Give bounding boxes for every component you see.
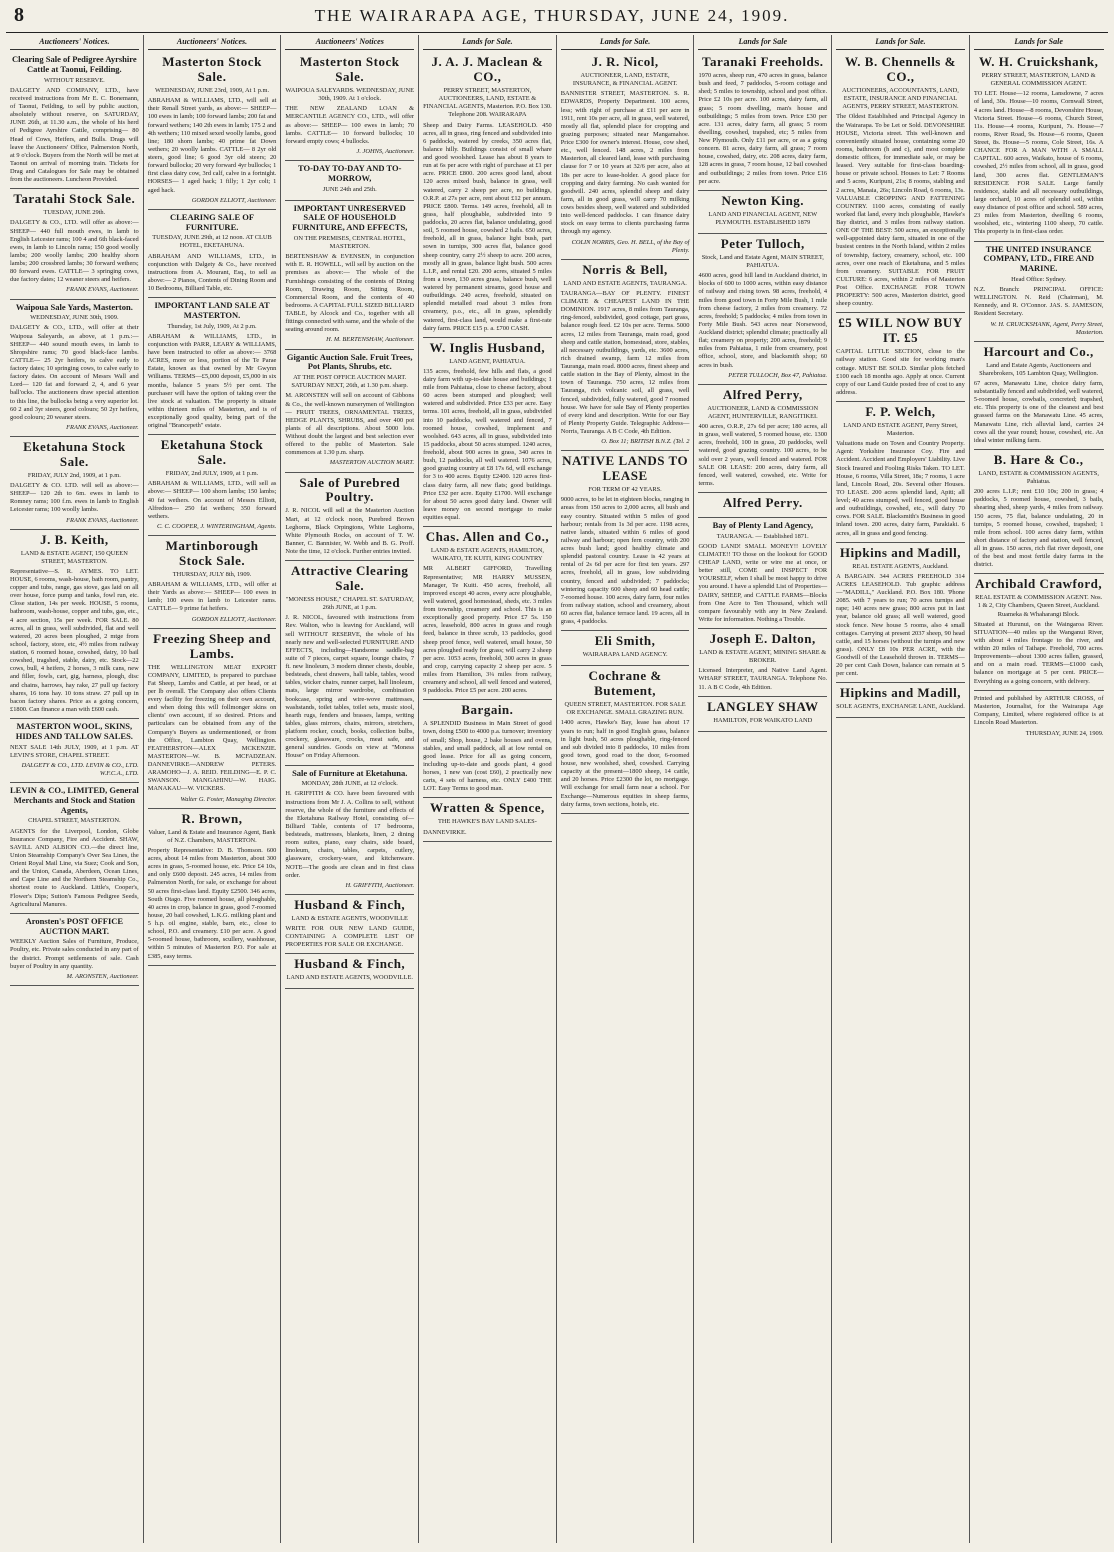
- ad-subtitle: CHAPEL STREET, MASTERTON.: [28, 817, 121, 825]
- column-6: [694, 35, 832, 1543]
- ad-body: A SPLENDID Business in Main Street of good town, doing £500 to 4000 p.a. turnover; inventory of small; Shop, house, 2 bake houses and ovens, stables, and small paddock, all at low rental on good lease. Price for all as going concern, including up-to-date and goods plant, 4 good horses, 1 new van (cost £60), 2 practically new carts, 4 sets of harness, etc. ONLY £400 THE LOT. Easy Terms to good man.: [423, 720, 552, 793]
- ad-title: R. Brown,: [181, 810, 243, 826]
- ad-body: WEEKLY Auction Sales of Furniture, Produce, Poultry, etc. Private sales conducted in any part of the district. Prompt settlements of sale. Cash buyer of Poultry in any quantity.: [10, 938, 139, 970]
- ad-title: W. B. Chennells & CO.,: [844, 54, 956, 85]
- advertisement: [285, 766, 414, 895]
- ad-subtitle: LAND AGENT, PAHIATUA.: [449, 357, 526, 365]
- ad-subtitle: AT THE POST OFFICE AUCTION MART. SATURDAY NEXT, 26th, at 1.30 p.m. sharp.: [291, 374, 408, 390]
- ad-title: Husband & Finch,: [294, 896, 406, 912]
- column-5: [557, 35, 695, 1543]
- column-heading: Auctioneers' Notices.: [148, 35, 277, 50]
- column-8: [970, 35, 1108, 1543]
- advertisement: [561, 631, 690, 666]
- ad-subtitle: TUESDAY, JUNE 29th, at 12 noon. AT CLUB HOTEL, EKETAHUNA.: [152, 234, 272, 250]
- ad-title: Eketahuna Stock Sale.: [160, 437, 264, 468]
- ad-signature: C. C. COOPER, J. WINTERINGHAM, Agents.: [157, 522, 277, 530]
- ad-signature: Walter G. Foster, Managing Director.: [180, 795, 277, 803]
- ad-signature: COLIN NORRIS, Geo. H. BELL, of the Bay of Plenty.: [571, 238, 690, 254]
- ad-title: Hipkins and Madill,: [839, 544, 962, 560]
- ad-signature: O. Box 11; BRITISH B.N.Z. (Tel. 2: [601, 438, 690, 446]
- ad-subtitle: Head Office: Sydney.: [1011, 275, 1067, 283]
- advertisement: [836, 683, 965, 718]
- ad-body: N.Z. Branch: PRINCIPAL OFFICE: WELLINGTON. N. Reid (Chairman), M. Kennedy, and R. O'Connor. JAS. S. JAMESON, Resident Secretary.: [973, 286, 1104, 318]
- ad-subtitle: LAND AND FINANCIAL AGENT, NEW PLYMOUTH. ESTABLISHED 1879: [708, 210, 818, 226]
- ad-subtitle: Stock, Land and Estate Agent, MAIN STREET, PAHIATUA.: [701, 253, 824, 270]
- column-heading: Lands for Sale: [974, 35, 1104, 50]
- ad-title: Eketahuna Stock Sale.: [23, 439, 126, 469]
- ad-title: TO-DAY TO-DAY AND TO-MORROW,: [297, 163, 402, 183]
- ad-title: J. A. J. Maclean & CO.,: [431, 54, 544, 85]
- column-7: [832, 35, 970, 1543]
- ad-subtitle: LAND & ESTATE AGENTS, HAMILTON, WAIKATO, TE KUITI, KING COUNTRY: [430, 547, 544, 563]
- ad-title: Sale of Furniture at Eketahuna.: [292, 767, 408, 778]
- ad-subtitle: AUCTIONEERS, ACCOUNTANTS, LAND, ESTATE, INSURANCE AND FINANCIAL AGENTS, PERRY STREET, MASTERTON.: [842, 87, 959, 111]
- advertisement: [698, 234, 827, 385]
- ad-body: CAPITAL LITTLE SECTION, close to the railway station. Good site for working man's cottage. MUST BE SOLD. Similar plots fetched £100 each 18 months ago. Apply at once. Current copy of our Land Guide posted free of cost to any address.: [836, 348, 965, 396]
- advertisement: [698, 629, 827, 697]
- ad-title: LANGLEY SHAW: [707, 698, 819, 714]
- advertisement: [561, 666, 690, 814]
- ad-title: IMPORTANT UNRESERVED SALE OF HOUSEHOLD FURNITURE, AND EFFECTS,: [292, 202, 408, 233]
- advertisement: [10, 719, 139, 783]
- ad-signature: FRANK EVANS, Auctioneer.: [66, 423, 139, 431]
- advertisement: [148, 435, 277, 536]
- advertisement: [561, 451, 690, 631]
- ad-body: DALGETY & CO., LTD., will offer at their Waipoua Saleyards, as above, at 1 p.m.:— SHEEP— 440 sound mouth ewes, in lamb to Shropshire rams; 70 good black-face lambs. CATTLE— 25 2yr heifers, to calve early to factory dates; 10 springing cows, to calve early to factory dates. On account of Messrs Wall and Lord— 120 fat and forward 2, 4, and 6 year ball'ocks. The auctioneers draw special attention to this line, the bullocks being a very superior lot. 60 2 and 3yr steers, good colours; 50 2yr heifers, good colours; 20 weaner steers.: [10, 324, 139, 421]
- advertisement: [285, 954, 414, 989]
- ad-title: Attractive Clearing Sale.: [291, 563, 409, 594]
- ad-title: NATIVE LANDS TO LEASE: [562, 453, 689, 484]
- advertisement: [974, 52, 1104, 241]
- ad-title: Freezing Sheep and Lambs.: [153, 630, 271, 661]
- ad-body: ABRAHAM & WILLIAMS, LTD., in conjunction with PARR, LEARY & WILLIAMS, have been instructed to offer as above:— 3768 ACRES, more or less, portion of the Te Parae Estate, known as that owned by Mr Gwynn Williams. TERMS—£5,000 deposit, £5,000 in six months, balance 5 years 5½ per cent. The purchaser will have the option of taking over the live stock at valuation. The property is situate within thirteen miles of Masterton, and is of exceptionally good quality, being part of the original "Brancepeth" estate.: [147, 332, 277, 430]
- advertisement: [423, 52, 552, 338]
- advertisement: [10, 437, 139, 530]
- column-heading: Lands for Sale: [698, 35, 827, 50]
- advertisement: [10, 530, 139, 719]
- ad-subtitle: LAND AND ESTATE AGENTS, WOODVILLE.: [286, 974, 413, 982]
- ad-title: IMPORTANT LAND SALE AT MASTERTON.: [154, 300, 270, 320]
- column-2: [144, 35, 282, 1543]
- column-heading: Auctioneers' Notices: [285, 35, 414, 50]
- ad-body: THE WELLINGTON MEAT EXPORT COMPANY, LIMITED, is prepared to purchase Fat Sheep, Lambs and Cattle, at per head, or at per lb overall. The Company also offers Clients every facility for freezing on their own account, and when doing this will follmonger skins on clients' own account, if so desired. Prices and particulars can be obtained from any of the Company's Buyers as undermentioned, or from the Office, Lambton Quay, Wellington. FEATHERSTON—ALEX MCKENZIE. MASTERTON—W. B. MCFADZEAN. DANNEVIRKE—ANDREW PETERS. ARAMOHO—J. A. REID. FEILDING—E. P. C. SWANSON. MANGAHINU—W. HAIG. MANAKAU—W. VICKERS.: [147, 663, 277, 793]
- ad-body: ABRAHAM & WILLIAMS, LTD., will sell at their Renall Street yards, as above:— SHEEP— 100 ewes in lamb; 100 forward lambs; 200 fat and forward wethers; 140 2th ewes in lamb; 175 2 and 4th wethers; 110 mixed sexed woolly lambs, good line; 180 shorn lambs; 40 prime fat Down wethers; 20 woolly lambs. CATTLE— 8 2yr old steers, good line; 6 good 3yr old steers; 20 forward bullocks; 20 very forward 4yr bullocks; 1 first class dairy cow, 3rd calf, calve in a fortnight. HORSES— 1 aged hack; 1 filly; 1 2yr colt; 1 aged hack.: [147, 97, 277, 194]
- ad-title: Aronsten's POST OFFICE AUCTION MART.: [25, 915, 124, 936]
- advertisement: [10, 189, 139, 299]
- ad-title: Gigantic Auction Sale. Fruit Trees, Pot Plants, Shrubs, etc.: [286, 351, 413, 372]
- ad-body: M. ARONSTEN will sell on account of Gibbons & Co., the well-known nurserymen of Wellington— FRUIT TREES, ORNAMENTAL TREES, HEDGE PLANTS, SHRUBS, and over 400 pot plants of all descriptions. About 5000 lots. Without doubt the largest and best selection ever offered to the public of Masterton. Sale commences at 1.30 p.m. sharp.: [285, 392, 415, 457]
- ad-title: Norris & Bell,: [582, 261, 668, 277]
- ad-title: Joseph E. Dalton,: [709, 631, 816, 647]
- ad-subtitle: FOR TERM OF 42 YEARS.: [588, 486, 662, 494]
- ad-subtitle: TAURANGA. — Established 1871.: [716, 532, 809, 540]
- ad-title: Chas. Allen and Co.,: [425, 529, 550, 545]
- ad-title: £5 WILL NOW BUY IT. £5: [838, 315, 963, 346]
- ad-title: F. P. Welch,: [865, 404, 936, 420]
- ad-subtitle: TUESDAY, JUNE 29th.: [43, 209, 106, 217]
- ad-body: 67 acres, Manawatu Line, choice dairy farm, substantially fenced and subdivided, well watered, 5-roomed house, cowbails, concreted; trapshed, etc. This property is one of the cleanest and best grassed farms on the Manawatu Line. 45 acres, Manawatu Line, rich alluvial land, carries 24 cows all the year round; house, cowshed, etc. An ideal winter milking farm.: [973, 379, 1104, 444]
- advertisement: [423, 338, 552, 527]
- ad-signature: M. ARONSTEN, Auctioneer.: [66, 972, 139, 980]
- advertisement: [561, 52, 690, 260]
- ad-subtitle: MONDAY, 28th JUNE, at 12 o'clock.: [301, 780, 398, 788]
- advertisement: [561, 260, 690, 451]
- advertisement: [148, 809, 277, 966]
- ad-body: The Oldest Established and Principal Agency in the Wairarapa. To be Let or Sold. DEVONSHIRE HOUSE, Victoria street. This well-known and conveniently situated house, containing some 20 rooms, bathroom (h and c), and most complete domestic offices, for immediate sale, or may be leased. Very suitable for first-class boarding-house or private school. Houses to Let: 7 Rooms and 5 acres, Kuripuni, 21s; 8 rooms, stabling and 2 acres, Manaia, 26s; Lincoln Road, 6 rooms, 13s. VALUABLE CROPPING AND FATTENING COUNTRY. 1100 acres, consisting of easily worked flat land, every inch ploughable, Hawke's Bay district, and 3 miles from railway station. ONE OF THE BEST: 500 acres, an exceptionally well-appointed dairy farm, situated in one of the busiest centres in the North Island, within 2 miles of township, factory, creamery, school, etc. 100 acres, over one reach of Eketahuna, and 5 miles from creamery. SUITABLE FOR FRUIT CULTURE: 6 acres, within 2 miles of Masterton Post Office. EXCHANGE FOR TOWN PROPERTY: 500 acres, Masterton district, good sheep country.: [836, 113, 965, 308]
- ad-subtitle: PERRY STREET, MASTERTON, AUCTIONEERS, LAND, ESTATE & FINANCIAL AGENTS, Masterton. P.O. Box 130. Telephone 208. WAIRARAPA: [423, 87, 552, 119]
- advertisement: [285, 161, 414, 201]
- ad-subtitle: WITHOUT RESERVE.: [43, 76, 105, 84]
- ad-body: AGENTS for the Liverpool, London, Globe Insurance Company, Fire and Accident. SHAW, SAVILL AND ALBION CO.—the direct line, Union Steamship Company's Over Sea Lines, the Orient Royal Mail Line, via Suez; Cook and Son, and the Union, Canada, Aberdeen, Ocean Lines, and Cape Line and the Northern Steamship Co., shortest route to Auckland. Little's, Cooper's, Flower's Dips; Sutton's Famous Pedigree Seeds, Agricultural Manures.: [10, 827, 139, 908]
- ad-body: 200 acres L.I.P.; rent £10 10s; 200 in grass; 4 paddocks, 5 roomed house, cowshed, 3 bails, shearing shed, sheep yards, 4 miles from railway. 150 acres, 75 flat, balance undulating, 20 in turnips, 5 roomed house, cowshed, trapshed; 1 mile from school. 100 acres dairy farm, within short distance of factory and station, well fenced, all in grass. 150 acres, rich flat river deposit, one of the best and most fertile dairy farms in the district.: [973, 488, 1104, 569]
- ad-body: 400 acres, O.R.P., 27s 6d per acre; 180 acres, all in grass, well watered, 5 roomed house, etc. 1300 acres, freehold, 100 in grass, 20 paddocks, well watered, good grazing country. 100 acres, to be sold over 2 years, well fenced and watered. FOR SALE OR LEASE: 200 acres, dairy farm, all fenced, well watered, cowshed, etc. Write for terms.: [698, 423, 828, 487]
- ad-signature: W. H. CRUICKSHANK, Agent, Perry Street, Masterton.: [990, 320, 1104, 336]
- ad-title: CLEARING SALE OF FURNITURE.: [169, 211, 255, 232]
- advertisement: [285, 895, 414, 954]
- ad-subtitle: AUCTIONEER, LAND & COMMISSION AGENT, HUNTERVILLE, RANGITIKEI.: [707, 404, 819, 420]
- ad-title: Newton King.: [721, 192, 805, 208]
- ad-title: J. B. Keith,: [40, 531, 109, 547]
- advertisement: [10, 52, 139, 189]
- ad-subtitle: Valuer, Land & Estate and Insurance Agent, Bank of N.Z. Chambers, MASTERTON.: [148, 828, 276, 844]
- advertisement: [285, 201, 414, 350]
- column-1: [6, 35, 144, 1543]
- ad-body: ABRAHAM & WILLIAMS, LTD., will sell as above:— SHEEP— 100 shorn lambs; 150 lambs; 40 fat wethers. On account of Messrs Elliott, Alfredton— 250 fat wethers; 350 forward wethers.: [147, 480, 277, 520]
- ad-title: Sale of Purebred Poultry.: [299, 474, 401, 505]
- ad-subtitle: FRIDAY, JULY 2nd, 1909, at 1 p.m.: [27, 471, 121, 479]
- column-heading: Auctioneers' Notices.: [10, 35, 139, 50]
- ad-body: 135 acres, freehold, few hills and flats, a good dairy farm with up-to-date house and buildings; 1 mile from Pahiatua, close to cheese factory, about 60 acres been stumped and ploughed; well watered and subdivided. Price £33 per acre. Easy terms. 101 acres, freehold, all in grass, subdivided into 10 paddocks, well watered and fenced, 7 roomed house, cowshed, implement and woolshed. 643 acres, all in grass, subdivided into 15 paddocks, about 50 acres stumped. 1240 acres, freehold, about 900 acres in grass, 340 acres in bush, 12 paddocks, all well watered. 1076 acres, good grazing country at £8 17s 6d, will exchange for 3 to 400 acres. Equity £2400. 120 acres first-class dairy farm, all new flats; good buildings. Price £32 per acre. Equity £1700. Will exchange for about 50 acres good dairy land. Owner will leave money on second mortgage to make equities equal.: [423, 367, 552, 522]
- ad-subtitle: AUCTIONEER, LAND, ESTATE, INSURANCE, & FINANCIAL AGENT.: [572, 72, 678, 88]
- imprint-text: Printed and published by ARTHUR CROSS, of Masterton, Journalist, for the Wairarapa Age Company, Limited, where registered office is at Lincoln Road Masterton.: [973, 694, 1104, 727]
- ad-body: WRITE FOR OUR NEW LAND GUIDE, CONTAINING A COMPLETE LIST OF PROPERTIES FOR SALE OR EXCHANGE.: [285, 924, 415, 949]
- advertisement: [698, 191, 827, 234]
- ad-body: 1400 acres, Hawke's Bay, lease has about 17 years to run; half in good English grass, balance in light bush, 50 acres ploughable, ring-fenced and sub divided into 8 paddocks, 10 miles from good town, good road to the door, 6-roomed house, new woolshed, shed, cowshed. Carrying capacity at the present—1800 sheep, 14 cattle, and 20 horses. Price £2300 the lot, no mortgage. Will exchange for small farm near a school. For Exchange—Numerous equities in sheep farms, dairy farms, town sections, hotels, etc.: [560, 719, 690, 808]
- ad-body: 1970 acres, sheep run, 470 acres in grass, balance bush and feed, 7 paddocks, 5-room cottage and shed; 5 miles to township, school and post office. Price £2 10s per acre. 100 acres, dairy farm, all grass; 5 room dwelling, man's house and outbuildings; 5 miles from town. Price £30 per acre. 131 acres, dairy farm, all grass; 5 room dwelling, cowshed, trapshed, etc; 5 miles from New Plymouth. Only £11 per acre, or as a going concern. 81 acres, dairy farm, all grass; 7 room house, cowshed, dairy, etc. 208 acres, dairy farm, 128 acres in grass, 7 room house, 12 bail cowshed and outbuildings; 2 miles from town. Price £16 per acre.: [698, 72, 828, 185]
- advertisement: [285, 52, 414, 161]
- printer-imprint: [974, 691, 1104, 739]
- ad-subtitle: LAND & ESTATE AGENTS, WOODVILLE: [291, 914, 408, 922]
- advertisement: [423, 798, 552, 841]
- advertisement: [148, 536, 277, 629]
- advertisement: [698, 52, 827, 191]
- ad-body: DALGETY & CO. LTD. will sell as above:— SHEEP— 120 2th to 6m. ewes in lamb to Romney rams; 100 f.m. ewes in lamb to English Leicester rams; 100 woolly lambs.: [10, 482, 139, 514]
- ad-body: DALGETY & CO., LTD. will offer as above:— SHEEP— 440 full mouth ewes, in lamb to English Leicester rams; 100 4 and 6th black-faced ewes, in lamb to Lincoln rams; 150 good woolly lambs; 200 woolly lambs; 200 healthy shorn lambs; 200 crossbred lambs; 30 forward wethers; 80 forward ewes. CATTLE— 3 springing cows, due factory dates; 12 weaner steers and heifers.: [10, 219, 139, 284]
- ad-title: Waipoua Sale Yards, Masterton.: [15, 301, 133, 312]
- ad-title: J. R. Nicol,: [591, 54, 659, 70]
- ad-title: B. Hare & Co.,: [993, 451, 1084, 467]
- ad-subtitle: LAND & ESTATE AGENT, 150 QUEEN STREET, MASTERTON.: [20, 549, 128, 565]
- ad-subtitle: REAL ESTATE AGENTS, Auckland.: [852, 562, 949, 570]
- column-heading: Lands for Sale.: [561, 35, 690, 50]
- ad-body: TAURANGA—BAY OF PLENTY. FINEST CLIMATE & CHEAPEST LAND IN THE DOMINION. 1917 acres, 8 miles from Tauranga, ring-fenced, subdivided, good cottage, part grass, balance rough feed. £2 10s per acre. Terms. 5000 acres, 12 miles from Tauranga, main road, good sheep and cattle station, homestead, store, stables, all necessary outbuildings, yards, etc. 3600 acres, rich drained swamp, farm 12 miles from Tauranga, main road. 8000 acres, finest sheep and cattle station in the Bay of Plenty, almost in the town of Tauranga. 750 acres, 12 miles from Tauranga, rich volcanic soil, all grass, well fenced, subdivided, fully watered, good 7 roomed house. We have for sale Bay of Plenty properties of every kind and description. Write for our Bay of Plenty Property Guide. Telegraphic Address—Norris, Tauranga. A B C Code, 4th Edition.: [560, 289, 690, 436]
- ad-body: Licensed Interpreter, and Native Land Agent. WHARF STREET, TAURANGA. Telephone No. 11. A B C Code, 4th Edition.: [698, 667, 828, 691]
- ad-subtitle: LAND & ESTATE AGENT, MINING SHARE & BROKER.: [699, 649, 827, 665]
- advertisement: [698, 385, 827, 493]
- newspaper-title: THE WAIRARAPA AGE, THURSDAY, JUNE 24, 1909.: [314, 6, 790, 25]
- ad-signature: GORDON ELLIOTT, Auctioneer.: [191, 196, 277, 204]
- ad-title: Eli Smith,: [594, 633, 656, 649]
- ad-signature: GORDON ELLIOTT, Auctioneer.: [191, 615, 277, 623]
- ad-body: Sheep and Dairy Farms. LEASEHOLD. 450 acres, all in grass, ring fenced and subdivided into 6 paddocks, watered by creeks, 350 acres flat, balance hilly. Buildings consist of small whare and good woolshed. Lease has about 8 years to run at 6s per acre with right of purchase at £1 per acre. PRICE £800. 200 acres good land, about 120 acres mixed bush, balance in grass, well watered, carry 2 sheep per acre, no buildings, O.R.P. at 27s per acre, rent about £12 per annum. PRICE £800. Terms. 149 acres, freehold, all in grass, half ploughable, subdivided into 9 paddocks, 20 acres flat, balance undulating, good soil, 5 roomed house, cowshed 2 bails. 650 acres, freehold, all in grass, balance light bush, part sown in turnips, 300 acres flat, balance good sheep country, carry 2½ sheep to acre. 200 acres, mostly all in grass, balance light bush. 500 acres L.I.P., and rental £20. 200 acres, situated 5 miles from a town, 130 acres grass, balance bush, well watered by permanent streams, good house and outbuildings. 240 acres, freehold, situated on splendid metalled road about 3 miles from creamery, p.o., etc., all in grass, splendidly watered, first-class land, would make a first-rate dairy farm. PRICE £15 p. a. £700 CASH.: [423, 121, 552, 332]
- advertisement: [974, 342, 1104, 450]
- ad-subtitle: THE HAWKE'S BAY LAND SALES-: [437, 818, 537, 826]
- ad-title: LEVIN & CO., LIMITED, General Merchants and Stock and Station Agents,: [10, 785, 139, 815]
- advertisement: [423, 700, 552, 798]
- ad-body: Property Representative: D. B. Thomson. 600 acres, about 14 miles from Masterton, about 300 acres in grass, 5-roomed house, etc. Price £4 10s, and only £600 deposit. 245 acres, 14 miles from Palmerston North, for sale, or exchange for about 50 acres first-class land. Equity £2500. 346 acres, South Otago. Five roomed house, all ploughable, 40 acres in crop, balance in grass, good 7-roomed house, 20 bail cowshed, L.K.G. milking plant and 5 h.p. oil engine, stable, barn, etc., close to school, P.O. and creamery. £10 per acre. A good 5-roomed house, bathroom, scullery, washhouse, within 5 minutes of Masterton P.O. For sale at £385, easy terms.: [147, 846, 277, 960]
- advertisement: [836, 402, 965, 543]
- ad-title: MASTERTON WOOL, SKINS, HIDES AND TALLOW SALES.: [15, 721, 133, 741]
- ad-body: Situated at Hurunui, on the Waingaroa River. SITUATION—40 miles up the Wanganui River, with about 4 miles frontage to the river, and within 20 miles of Taihape. Freehold, 700 acres. Improvements—about 1300 acres fallen, grassed, and on a main road. TERMS—£1000 cash, balance on mortgage at 5 per cent. PRICE—Everything as a going concern, with delivery.: [973, 620, 1104, 685]
- ad-title: Cochrane & Butement,: [588, 668, 662, 699]
- advertisement: [148, 298, 277, 435]
- ad-body: BANNISTER STREET, MASTERTON. S. R. EDWARDS, Property Department. 100 acres, less; with right of purchase at £11 per acre in 1911, rent 10s per acre, all in grass, well watered, mostly all flat, splendid place for cropping and grazing purposes; situated near Mangamahoe. Price £300 for owner's interest. House, cow shed, etc., well fenced. 148 acres, 2 miles from Masterton, all cleared land, lease with purchasing clause for 7 or 10 years at 32/6 per acre, also at 18s per acre to lease-holder. A good place for cropping and dairy farming. No cash wanted for goodwill. 240 acres, splendid sheep and dairy farm, all in good grass, will carry 70 milking cows besides sheep, well watered and subdivided into well-fenced paddocks. I can finance dairy stock on easy terms to clients purchasing farms through my agency.: [560, 90, 690, 236]
- ad-title: Alfred Perry.: [722, 495, 803, 511]
- advertisement: [148, 52, 277, 210]
- advertisement: [698, 493, 827, 518]
- ad-body: GOOD LAND! SMALL MONEY!! LOVELY CLIMATE!! TO those on the lookout for GOOD CHEAP LAND, write or wire me at once, or better still, COME and INSPECT FOR YOURSELF, when I shall be most happy to drive you around. I have a splendid List of Properties—DAIRY, SHEEP, and CATTLE FARMS—Blocks from One Acre to Ten Thousand, which will compare favourably with any in New Zealand. Write for information. Nothing a Trouble.: [698, 542, 828, 623]
- advertisement: [285, 350, 414, 473]
- ad-subtitle: LAND AND ESTATE AGENT, Perry Street, Masterton.: [843, 421, 958, 438]
- ad-title: Martinborough Stock Sale.: [165, 538, 259, 569]
- ad-body: H. GRIFFITH & CO. have been favoured with instructions from Mr J. A. Collins to sell, without reserve, the whole of the furniture and effects of the Eketahuna Railway Hotel, consisting of— Billiard Table, contents of 17 bedrooms, bedsteads, mattresses, blankets, linen, 2 dining room suites, piano, easy chairs, side board, linoleum, chairs, tables, carpets, cutlery, glassware, crockery-ware, and kitchenware. NOTE—The goods are clean and in first class order.: [285, 790, 415, 879]
- ad-title: Masterton Stock Sale.: [299, 54, 400, 85]
- ad-title: Archibald Crawford,: [975, 576, 1103, 592]
- ad-subtitle: SOLE AGENTS, EXCHANGE LANE, Auckland.: [836, 703, 965, 711]
- ad-body: 4600 acres, good hill land in Auckland district, in blocks of 600 to 1000 acres, within easy distance of railway and rising town. 98 acres, freehold, 4 miles from good town in Forty Mile Bush, 1 mile from cheese factory, 2 miles from creamery. 72 acres, freehold; 5 paddocks; 4 miles from town in Forty Mile Bush. 543 acres near Norsewood, Auckland district; splendid climate; practically all flat; creamery on property; 200 acres, freehold; 9 miles from Pahiatua, 1 mile from creamery, post office, school, store, and blacksmith shop; 60 acres in bush.: [698, 272, 828, 369]
- advertisement: [148, 210, 277, 298]
- ad-title: W. H. Cruickshank,: [978, 54, 1099, 70]
- ad-body: Representative—S. R. AYMES. TO LET. HOUSE, 6 rooms, wash-house, bath room, pantry, copper and tubs, range, gas stove, gas laid on all over house, force pump and tanks, fowl run, etc. Close station, 14s per week. HOUSE, 5 rooms, bathroom, wash-house, copper and tubs, gas, etc., 4 acre section, 15s per week. FOR SALE. 80 acres, all in grass, well subdivided, flat and well watered, 20 acres been ploughed, 2 mtge from school, factory, store, etc, 4½ miles from railway station, 6 roomed house, cowshed, dairy, 10 bail cowshed, tragshed, stable, dairy, etc. Stock—22 cows, bull, 4 heifers, 2 horses, 3 milk cans, new and filler, fowls, cart, gig, harness, plough, disc and chains, harrows, hay rake, 27 pull up factory shares, 16 tons hay. 10 tons straw. 27 pull up in bacon factory shares. Price as a going concern, £1800. Can finance a man with £600 cash.: [10, 567, 139, 713]
- ad-title: Masterton Stock Sale.: [162, 54, 262, 85]
- ad-title: Peter Tulloch,: [720, 236, 805, 252]
- ad-subtitle: LAND AND ESTATE AGENTS, TAURANGA.: [563, 279, 687, 287]
- ad-subtitle: QUEEN STREET, MASTERTON. FOR SALE OR EXCHANGE. SMALL GRAZING RUN.: [564, 701, 686, 717]
- ad-signature: MASTERTON AUCTION MART.: [329, 459, 415, 467]
- columns-container: [6, 35, 1108, 1543]
- ad-title: Bay of Plenty Land Agency,: [712, 519, 813, 530]
- ad-subtitle: JUNE 24th and 25th.: [322, 185, 377, 193]
- ad-subtitle: FRIDAY, 2nd JULY, 1909, at 1 p.m.: [165, 470, 259, 478]
- ad-title: Taratahi Stock Sale.: [13, 191, 136, 207]
- advertisement: [285, 473, 414, 562]
- ad-subtitle: "MONESS HOUSE," CHAPEL ST. SATURDAY, 26th JUNE, at 1 p.m.: [285, 596, 414, 612]
- ad-subtitle: Thursday, 1st July, 1909, At 2 p.m.: [167, 322, 257, 330]
- advertisement: [974, 242, 1104, 342]
- column-3: [281, 35, 419, 1543]
- ad-signature: FRANK EVANS, Auctioneer.: [66, 286, 139, 294]
- advertisement: [836, 313, 965, 402]
- ad-subtitle: WEDNESDAY, JUNE 30th, 1909.: [30, 314, 119, 322]
- ad-subtitle: THURSDAY, JULY 8th, 1909.: [172, 570, 252, 578]
- ad-subtitle: HAMILTON, FOR WAIKATO LAND: [713, 716, 813, 724]
- ad-title: Taranaki Freeholds.: [702, 54, 824, 70]
- advertisement: [974, 574, 1104, 690]
- ad-title: THE UNITED INSURANCE COMPANY, LTD., FIRE AND MARINE.: [983, 243, 1094, 274]
- ad-subtitle: WAIRARAPA LAND AGENCY.: [582, 651, 668, 659]
- ad-body: BERTENSHAW & EVENSEN, in conjunction with E. R. HOWELL, will sell by auction on the premises as above:— The whole of the Furnishings consisting of the contents of Dining Room, Drawing Room, Sitting Room, Commercial Room, and the contents of 40 bedrooms. A CAPITAL FULL SIZED BILLIARD TABLE, by Alcock and Co., together with all fittings connected with same, and the whole of the seating around room.: [285, 253, 415, 334]
- ad-subtitle: ON THE PREMISES, CENTRAL HOTEL, MASTERTON.: [293, 234, 406, 251]
- advertisement: [836, 52, 965, 313]
- ad-title: Bargain.: [461, 702, 514, 718]
- advertisement: [148, 629, 277, 809]
- ad-body: TO LET. House—12 rooms, Lansdowne, 7 acres of land, 30s. House—10 rooms, Cornwall Street, 4 acres land. House—8 rooms, Devonshire House, Victoria Street. House—6 rooms, Church Street, 11s. House—4 rooms, Kuripuni, 7s. House—7 rooms, River Road, 9s. House—6 rooms, Queen Street, 8s. House—5 rooms, Cole Street, 16s. A CHANCE FOR A MAN WITH A SMALL CAPITAL. 600 acres, Waikato, house of 6 rooms, cowshed, 2½ miles from school, all in grass, good land, 300 acres flat. GENTLEMAN'S RESIDENCE FOR SALE. Large family residence, stable and all necessary outbuildings, large orchard, 10 acres of splendid soil, within easy distance of post office and school. 589 acres, 23 miles from Masterton, dwelling 6 rooms, woolshed, etc., wintering 1100 sheep, 70 cattle. This property is in first-class order.: [973, 90, 1104, 236]
- ad-title: Harcourt and Co.,: [983, 343, 1094, 359]
- imprint-date: THURSDAY, JUNE 24, 1909.: [1025, 730, 1104, 738]
- ad-body: ABRAHAM & WILLIAMS, LTD., will offer at their Yards as above:— SHEEP— 100 ewes in lamb; 100 ewes in lamb to Leicester rams. CATTLE— 9 prime fat heifers.: [147, 581, 277, 613]
- ad-title: Alfred Perry,: [722, 386, 803, 402]
- advertisement: [423, 527, 552, 700]
- ad-body: J. R. NICOL, favoured with instructions from Rev. Walton, who is leaving for Auckland, will sell WITHOUT RESERVE, the whole of his nearly new and well-selected FURNITURE AND EFFECTS, including—Handsome saddle-bag suite of 7 pieces, carpet square, lounge chairs, 7 ft. new linoleum, 3 modern dinner chests, double, bedsteads, chest drawers, hall table, tables, wood tables, wicker chairs, runner carpet, hall linoleum, mats, large mirror wardrobe, combination bookcase, spring and wire-wove mattresses, washstands, toilet tables, toilet sets, music stool, hearth rugs, fenders and brasses, lamps, writing tables, glass mirrors, chairs, mirrors, stretchers, platform rocker, couch, books, collection bulbs, crockery, glassware, crocks, meat safe, and general sundries. Goods on view at "Moness House" on Friday Afternoon.: [285, 614, 415, 760]
- ad-title: Clearing Sale of Pedigree Ayrshire Cattle at Taonui, Feilding.: [12, 54, 137, 74]
- ad-signature: DALGETY & CO., LTD. LEVIN & CO., LTD. W.F.C.A., LTD.: [21, 761, 139, 777]
- masthead: [6, 4, 1108, 33]
- ad-subtitle: WEDNESDAY, JUNE 23rd, 1909, At 1 p.m.: [154, 87, 270, 95]
- ad-body: NEXT SALE 14th JULY, 1909, at 1 p.m. AT LEVIN'S STORE, CHAPEL STREET.: [10, 743, 139, 759]
- ad-body: J. R. NICOL will sell at the Masterton Auction Mart, at 12 o'clock noon, Purebred Brown Leghorns, Black Orpingtons, White Leghorns, White Plymouth Rocks, on account of T. W. Banner, C. Bannister, W. Webb and B. G. Proff. Note the time, 12 o'clock. Further entries invited.: [285, 507, 415, 556]
- advertisement: [698, 697, 827, 732]
- column-heading: Lands for Sale.: [423, 35, 552, 50]
- ad-body: DANNEVIRKE.: [423, 828, 467, 836]
- ad-title: Husband & Finch,: [294, 956, 406, 972]
- ad-body: ABRAHAM AND WILLIAMS, LTD., in conjunction with Dalgety & Co., have received instructions from A. Mourant, Esq., to sell as above:— 2 Pianos, Contents of Dining Room and 10 Bedrooms, Billiard Table, etc.: [147, 252, 277, 293]
- ad-body: 9000 acres, to be let in eighteen blocks, ranging in areas from 150 acres to 2,000 acres, all bush and easy country. Situated within 5 miles of good harbour; rentals from 1s 3d per acre. 1198 acres, native lands, situated within 6 miles of good railway and harbour; open fern country, with 200 acres bush land; good healthy climate and splendid pastoral country. Lease is 42 years at rental of 2s 6d per acre for first ten years. 297 acres, freehold, all in grass, low subdividing country, fenced and subdivided; 7 paddocks; wintering capacity 600 sheep and 60 head cattle; 7-roomed house. 100 acres, dairy farm, four miles from railway station, school and creamery, about 60 acres flat, balance terrace land. 19 acres, all in grass, 4 paddocks.: [560, 496, 690, 626]
- ad-signature: H. M. BERTENSHAW, Auctioneer.: [326, 336, 415, 344]
- ad-body: DALGETY AND COMPANY, LTD., have received instructions from Mr E. C. Bonemann, of Taonui, Feilding, to sell by public auction, absolutely without reserve, on SATURDAY, JUNE 26th, at 11.30 a.m., the whole of his herd of Pedigree Ayrshire Cattle, comprising— 80 Head of Cows, Heifers, and Bulls. Drags will leave the Auctioneers' Office, Palmerston North, at 9 o'clock. Buyers from the North will be met at Taonui on arrival of morning train. Tickets for Drag and Catalogues for Sale may be obtained from the auctioneers. Luncheon Provided.: [10, 86, 139, 184]
- column-4: [419, 35, 557, 1543]
- ad-title: Hipkins and Madill,: [839, 685, 962, 701]
- ad-title: Wratten & Spence,: [430, 800, 545, 816]
- ad-subtitle: Land and Estate Agents, Auctioneers and Sharebrokers, 105 Lambton Quay, Wellington.: [979, 361, 1099, 377]
- ad-subtitle: PERRY STREET, MASTERTON, LAND & GENERAL COMMISSION AGENT.: [981, 72, 1096, 88]
- ad-body: A BARGAIN. 344 ACRES FREEHOLD 314 ACRES LEASEHOLD. Tub graphic address—"MADILL," Auckland. P.O. Box 180. 'Phone 2085. with 7 years to run; 70 acres turnips and rape; 140 acres new grass; 800 acres put in last year, balance old grass; all well watered, good stock fence. New house 5 rooms, also 4 small cottages. Carrying at present 2037 sheep, 90 head cattle, and 15 horses (without the turnips and new grass). ONLY £8 10s PER ACRE, with the Goodwill of the Leasehold thrown in. TERMS—20 per cent Cash Down, balance can remain at 5 per cent.: [836, 572, 965, 678]
- ad-signature: H. GRIFFITH, Auctioneer.: [345, 881, 415, 889]
- ad-subtitle: REAL ESTATE & COMMISSION AGENT. Nos. 1 & 2, City Chambers, Queen Street, Auckland. Ruameka & Whaharangi Block.: [975, 594, 1103, 618]
- advertisement: [10, 783, 139, 914]
- ad-body: THE NEW ZEALAND LOAN & MERCANTILE AGENCY CO., LTD., will offer as above:— SHEEP— 100 ewes in lamb; 70 lambs. CATTLE— 10 forward bullocks; 10 forward empty cows; 4 bullocks.: [285, 105, 415, 145]
- ad-body: MR ALBERT GIFFORD, Travelling Representative; MR HARRY MUSSEN, Manager, Te Kuiti. 450 acres, freehold, all improved except 40 acres, every acre ploughable, well watered, good homestead, sheds, etc. 3 miles from township, creamery and school. This is an exceptionally good property. Price £7 5s. 150 acres, leasehold, 800 acres in grass and rough feed, balance in three scrub, 13 paddocks, good sheep proof fence, well watered, small house, 50 acres ploughed ready for grass; will carry 2 sheep per acre. 1053 acres, freehold, 300 acres in grass and crop, carrying capacity 2 sheep per acre. 5 miles from Hamilton, 3¼ miles from railway, creamery and school, all well fenced and watered, 9 paddocks. Price £5 per acre. 200 acres.: [423, 565, 552, 695]
- ad-signature: FRANK EVANS, Auctioneer.: [66, 516, 139, 524]
- advertisement: [698, 518, 827, 629]
- advertisement: [10, 914, 139, 986]
- ad-subtitle: WAIPOUA SALEYARDS. WEDNESDAY, JUNE 30th, 1909. At 1 o'clock.: [285, 87, 415, 103]
- page-number: 8: [14, 4, 24, 26]
- ad-signature: J. JOHNS, Auctioneer.: [356, 147, 415, 155]
- ad-signature: PETER TULLOCH, Box 47, Pahiatua.: [728, 371, 828, 379]
- advertisement: [285, 561, 414, 765]
- column-heading: Lands for Sale.: [836, 35, 965, 50]
- ad-subtitle: LAND, ESTATE & COMMISSION AGENTS, Pahiatua.: [978, 469, 1099, 486]
- advertisement: [974, 450, 1104, 574]
- ad-body: Valuations made on Town and Country Property. Agent: Yorkshire Insurance Coy. Fire and Accident. Accident and Employers' Liability. Live Stock Insured and Fooling Risks Taken. TO LET. House, 6 rooms, Villa Street, 18s; 7 rooms, 1 acre land, Lincoln Road, 20s. Several other Houses. TO LEASE. 200 acres splendid land, Apiti; all level; 40 acres stumped, well fenced, good house and outbuildings, cowshed, etc., will dairy 70 cows. FOR SALE. Blacksmith's Business in good inland town. 200 acres, dairy farm, Parakiaki. 6 acres, all in grass and good fencing.: [836, 440, 965, 537]
- advertisement: [836, 543, 965, 684]
- ad-title: W. Inglis Husband,: [429, 339, 546, 355]
- advertisement: [10, 300, 139, 438]
